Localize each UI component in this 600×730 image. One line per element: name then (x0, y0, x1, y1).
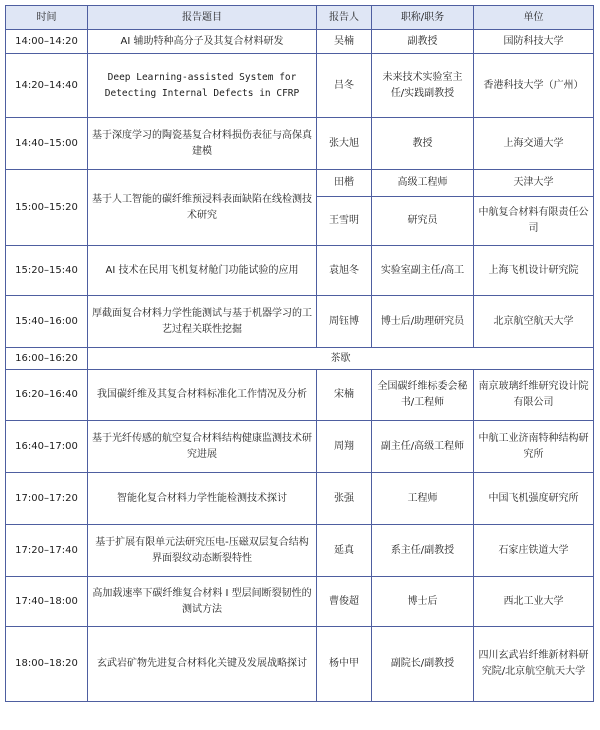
time-cell: 16:40–17:00 (6, 421, 88, 473)
schedule-table (5, 5, 594, 702)
time-cell: 15:40–16:00 (6, 296, 88, 348)
topic-cell: 基于人工智能的碳纤维预浸料表面缺陷在线检测技术研究 (88, 170, 317, 246)
time-cell: 15:00–15:20 (6, 170, 88, 246)
table-row (6, 577, 594, 627)
speaker-cell: 田楷 (317, 170, 372, 197)
speaker-cell: 曹俊超 (317, 577, 372, 627)
topic-line: Deep Learning-assisted System for (107, 71, 297, 83)
unit-cell: 香港科技大学（广州） (474, 54, 594, 118)
unit-cell: 中航工业济南特种结构研究所 (474, 421, 594, 473)
topic-header: 报告题目 (88, 6, 317, 30)
table-row (6, 370, 594, 421)
table-row (6, 246, 594, 296)
time-cell: 14:40–15:00 (6, 118, 88, 170)
topic-cell: 高加载速率下碳纤维复合材料 I 型层间断裂韧性的测试方法 (88, 577, 317, 627)
speaker-cell: 吴楠 (317, 30, 372, 54)
position-cell: 系主任/副教授 (372, 525, 474, 577)
time-header: 时间 (6, 6, 88, 30)
position-cell: 副主任/高级工程师 (372, 421, 474, 473)
speaker-cell: 杨中甲 (317, 627, 372, 702)
topic-line: Detecting Internal Defects in CFRP (104, 87, 300, 99)
position-cell: 全国碳纤维标委会秘书/工程师 (372, 370, 474, 421)
time-cell: 17:20–17:40 (6, 525, 88, 577)
table-row (6, 30, 594, 54)
speaker-cell: 王雪明 (317, 197, 372, 246)
unit-cell: 上海交通大学 (474, 118, 594, 170)
position-cell: 博士后/助理研究员 (372, 296, 474, 348)
position-cell: 副院长/副教授 (372, 627, 474, 702)
speaker-cell: 宋楠 (317, 370, 372, 421)
time-cell: 14:20–14:40 (6, 54, 88, 118)
table-row (6, 170, 594, 197)
time-cell: 17:40–18:00 (6, 577, 88, 627)
unit-cell: 四川玄武岩纤维新材料研究院/北京航空航天大学 (474, 627, 594, 702)
position-cell: 博士后 (372, 577, 474, 627)
unit-cell: 北京航空航天大学 (474, 296, 594, 348)
topic-cell: AI 技术在民用飞机复材舱门功能试验的应用 (88, 246, 317, 296)
speaker-cell: 吕冬 (317, 54, 372, 118)
position-cell: 研究员 (372, 197, 474, 246)
topic-cell: 厚截面复合材料力学性能测试与基于机器学习的工艺过程关联性挖掘 (88, 296, 317, 348)
topic-cell: 智能化复合材料力学性能检测技术探讨 (88, 473, 317, 525)
topic-cell: 基于深度学习的陶瓷基复合材料损伤表征与高保真建模 (88, 118, 317, 170)
time-cell: 14:00–14:20 (6, 30, 88, 54)
unit-cell: 天津大学 (474, 170, 594, 197)
unit-header: 单位 (474, 6, 594, 30)
table-row (6, 421, 594, 473)
unit-cell: 国防科技大学 (474, 30, 594, 54)
time-cell: 15:20–15:40 (6, 246, 88, 296)
topic-cell: 基于扩展有限单元法研究压电-压磁双层复合结构界面裂纹动态断裂特性 (88, 525, 317, 577)
table-row (6, 348, 594, 370)
time-cell: 17:00–17:20 (6, 473, 88, 525)
position-cell: 工程师 (372, 473, 474, 525)
unit-cell: 石家庄铁道大学 (474, 525, 594, 577)
speaker-cell: 张大旭 (317, 118, 372, 170)
unit-cell: 中航复合材料有限责任公司 (474, 197, 594, 246)
table-row (6, 627, 594, 702)
time-cell: 18:00–18:20 (6, 627, 88, 702)
unit-cell: 中国飞机强度研究所 (474, 473, 594, 525)
speaker-cell: 周钰博 (317, 296, 372, 348)
break-cell: 茶歇 (88, 348, 594, 370)
topic-cell (88, 54, 317, 118)
position-cell: 高级工程师 (372, 170, 474, 197)
table-row (6, 54, 594, 118)
time-cell: 16:00–16:20 (6, 348, 88, 370)
speaker-cell: 延真 (317, 525, 372, 577)
position-cell: 实验室副主任/高工 (372, 246, 474, 296)
speaker-cell: 周翔 (317, 421, 372, 473)
topic-cell: 玄武岩矿物先进复合材料化关键及发展战略探讨 (88, 627, 317, 702)
topic-cell: AI 辅助特种高分子及其复合材料研发 (88, 30, 317, 54)
table-row (6, 296, 594, 348)
unit-cell: 上海飞机设计研究院 (474, 246, 594, 296)
position-header: 职称/职务 (372, 6, 474, 30)
position-cell: 教授 (372, 118, 474, 170)
speaker-cell: 袁旭冬 (317, 246, 372, 296)
unit-cell: 西北工业大学 (474, 577, 594, 627)
position-cell: 副教授 (372, 30, 474, 54)
header-row (6, 6, 594, 30)
speaker-cell: 张强 (317, 473, 372, 525)
topic-cell: 我国碳纤维及其复合材料标准化工作情况及分析 (88, 370, 317, 421)
position-cell: 未来技术实验室主任/实践副教授 (372, 54, 474, 118)
time-cell: 16:20–16:40 (6, 370, 88, 421)
table-row (6, 118, 594, 170)
unit-cell: 南京玻璃纤维研究设计院有限公司 (474, 370, 594, 421)
speaker-header: 报告人 (317, 6, 372, 30)
topic-cell: 基于光纤传感的航空复合材料结构健康监测技术研究进展 (88, 421, 317, 473)
table-row (6, 473, 594, 525)
table-row (6, 525, 594, 577)
